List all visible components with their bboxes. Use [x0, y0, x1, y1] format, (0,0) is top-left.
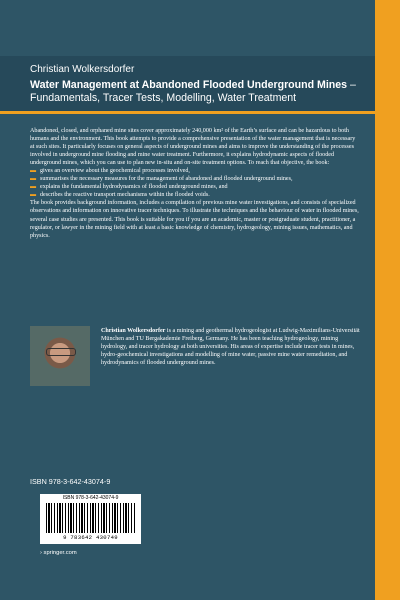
barcode — [40, 494, 141, 544]
blurb-bullets — [30, 167, 360, 199]
orange-spine-strip — [375, 0, 400, 600]
barcode-bars — [46, 503, 135, 533]
bio-text: is a mining and geothermal hydrogeologist at Ludwig-Maximilians-Universität München and TU Bergakademie Freiberg, Germany. He has been teaching hydrogeology, mining hydrology, and tracer hydrology at both universities. His areas of expertise include tracer tests in mines, hydro-geochemical investigations and modelling of mine water, passive mine water remediation, and hydrodynamics of flooded underground mines. — [101, 328, 360, 367]
blurb — [30, 127, 360, 240]
isbn-text: ISBN 978-3-642-43074-9 — [30, 477, 111, 486]
bullet-marker: ▬ — [30, 184, 37, 191]
book-title — [30, 79, 365, 105]
orange-divider — [0, 111, 375, 114]
bullet-item: ▬ gives an overview about the geochemical processes involved, — [30, 168, 190, 175]
barcode-digits: 9 783642 430749 — [63, 534, 118, 541]
bullet-marker: ▬ — [30, 168, 37, 175]
blurb-intro: Abandoned, closed, and orphaned mine sites cover approximately 240,000 km² of the Earth’s surface and can be hazardous to both humans and the environment. This book attempts to provide a comprehensive presentation of the water management that is necessary at such sites. It particularly focuses on general aspects of underground mines and aims to improve the understanding of the processes involved in underground mine flooding and mine water treatment. Furthermore, it explains hydrodynamic aspects of flooded underground mines, which you can use to plan new in-situ and on-site treatment options. To reach that objective, the book: — [30, 128, 356, 167]
bullet-marker: ▬ — [30, 192, 37, 199]
blurb-outro: The book provides background information, includes a compilation of previous mine water investigations, and consists of specialized observations and information on innovative tracer techniques. To illustrate the techniques and the behaviour of water in flooded mines, several case studies are presented. This book is suitable for you if you are an academic, master or postgraduate student, practitioner, a regulator, or lawyer in the mining field with at least a basic knowledge of chemistry, hydrogeology, mining issues, mathematics, and physics. — [30, 200, 359, 239]
author-photo — [30, 326, 90, 386]
title-subtitle: – Fundamentals, Tracer Tests, Modelling, Water Treatment — [30, 79, 356, 104]
bullet-marker: ▬ — [30, 176, 37, 183]
barcode-isbn-label: ISBN 978-3-642-43074-9 — [62, 495, 119, 501]
bullet-item: ▬ summarises the necessary measures for the management of abandoned and flooded underground mines, — [30, 176, 293, 183]
author-bio — [101, 327, 363, 367]
bullet-item: ▬ explains the fundamental hydrodynamics of flooded underground mines, and — [30, 184, 228, 191]
bio-name: Christian Wolkersdorfer — [101, 328, 166, 334]
publisher-link: › springer.com — [40, 550, 77, 556]
title-main: Water Management at Abandoned Flooded Underground Mines — [30, 79, 348, 91]
bullet-item: ▬ describes the reactive transport mechanisms within the flooded voids. — [30, 192, 210, 199]
author-name: Christian Wolkersdorfer — [30, 64, 135, 75]
